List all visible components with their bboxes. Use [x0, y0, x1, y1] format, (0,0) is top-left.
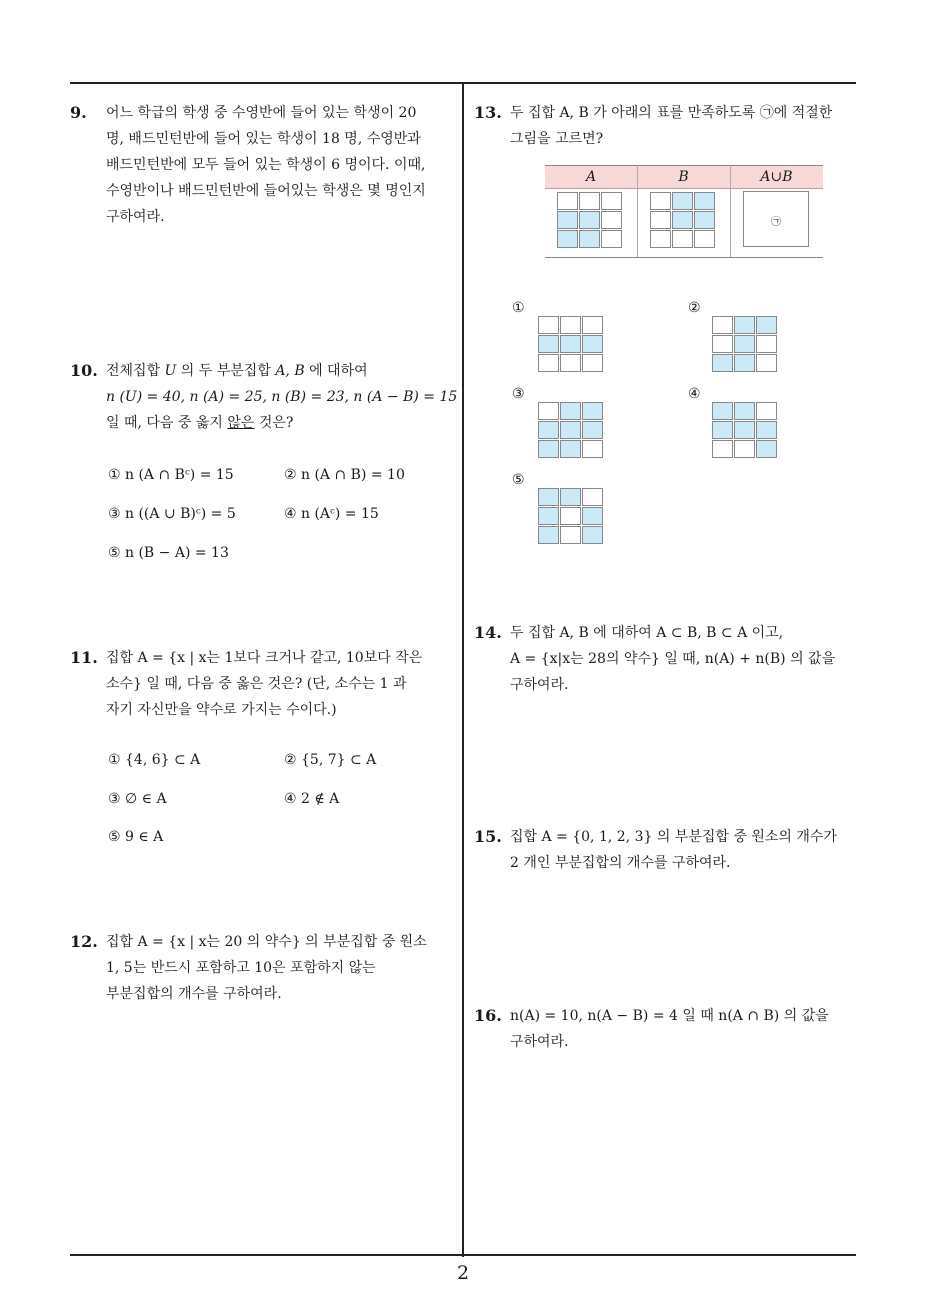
empty-cell [557, 192, 578, 210]
option-label-3[interactable]: ③ [512, 386, 525, 402]
text-line: 수영반이나 배드민턴반에 들어있는 학생은 몇 명인지 [106, 183, 426, 199]
shaded-cell [538, 488, 559, 506]
empty-cell [601, 192, 622, 210]
shaded-cell [560, 402, 581, 420]
option-grid-2[interactable] [712, 316, 778, 371]
choice-3[interactable]: ③ ∅ ∈ A [108, 791, 167, 807]
empty-cell [560, 354, 581, 372]
question-text [106, 645, 422, 723]
choice-4[interactable]: ④ 2 ∉ A [284, 791, 340, 807]
empty-cell [560, 526, 581, 544]
empty-cell [582, 354, 603, 372]
empty-cell [582, 488, 603, 506]
underlined-word: 않은 [227, 415, 255, 431]
shaded-cell [756, 440, 777, 458]
empty-cell [538, 402, 559, 420]
shaded-cell [694, 192, 715, 210]
question-number: 16. [474, 1006, 502, 1025]
shaded-cell [560, 440, 581, 458]
question-text [106, 100, 426, 230]
shaded-cell [582, 526, 603, 544]
grid-set-a [557, 192, 623, 247]
text-line: 2 개인 부분집합의 개수를 구하여라. [510, 855, 731, 871]
text-line: 1, 5는 반드시 포함하고 10은 포함하지 않는 [106, 960, 376, 976]
text-line: n(A) = 10, n(A − B) = 4 일 때 n(A ∩ B) 의 값을 [510, 1008, 829, 1024]
column-divider [462, 82, 464, 1257]
empty-cell [712, 316, 733, 334]
choice-1[interactable]: ① n (A ∩ Bᶜ) = 15 [108, 467, 234, 483]
text-line: n (U) = 40, n (A) = 25, n (B) = 23, n (A − B) = 15 [106, 389, 458, 405]
shaded-cell [538, 507, 559, 525]
option-label-5[interactable]: ⑤ [512, 472, 525, 488]
question-number: 12. [70, 932, 98, 951]
question-number: 11. [70, 648, 98, 667]
question-text [510, 620, 835, 698]
shaded-cell [560, 421, 581, 439]
text-line: 집합 A = {0, 1, 2, 3} 의 부분집합 중 원소의 개수가 [510, 829, 837, 845]
empty-cell [756, 335, 777, 353]
text-line: 부분집합의 개수를 구하여라. [106, 986, 282, 1002]
shaded-cell [756, 421, 777, 439]
shaded-cell [557, 211, 578, 229]
shaded-cell [672, 192, 693, 210]
shaded-cell [538, 526, 559, 544]
choice-5[interactable]: ⑤ 9 ∈ A [108, 829, 164, 845]
text-line: A = {x|x는 28의 약수} 일 때, n(A) + n(B) 의 값을 [510, 651, 836, 667]
question-number: 14. [474, 623, 502, 642]
option-label-2[interactable]: ② [688, 300, 701, 316]
question-text [510, 824, 837, 876]
option-label-4[interactable]: ④ [688, 386, 701, 402]
text-line: 배드민턴반에 모두 들어 있는 학생이 6 명이다. 이때, [106, 157, 426, 173]
shaded-cell [672, 211, 693, 229]
header-b: B [678, 169, 689, 185]
option-grid-4[interactable] [712, 402, 778, 457]
option-grid-5[interactable] [538, 488, 604, 543]
text-line: 두 집합 A, B 에 대하여 A ⊂ B, B ⊂ A 이고, [510, 625, 784, 641]
question-text [106, 929, 427, 1007]
empty-cell [538, 316, 559, 334]
text-line: 집합 A = {x | x는 1보다 크거나 같고, 10보다 작은 [106, 650, 423, 666]
shaded-cell [538, 421, 559, 439]
question-text [510, 100, 832, 152]
shaded-cell [734, 421, 755, 439]
choice-5[interactable]: ⑤ n (B − A) = 13 [108, 545, 229, 561]
question-number: 10. [70, 361, 98, 380]
text-line: 구하여라. [106, 209, 165, 225]
text-line: 그림을 고르면? [510, 131, 604, 147]
shaded-cell [560, 488, 581, 506]
shaded-cell [538, 335, 559, 353]
empty-cell [694, 230, 715, 248]
choice-4[interactable]: ④ n (Aᶜ) = 15 [284, 506, 379, 522]
shaded-cell [579, 230, 600, 248]
text-line: 전체집합 U 의 두 부분집합 A, B 에 대하여 [106, 363, 368, 379]
shaded-cell [712, 421, 733, 439]
text-line: 자기 자신만을 약수로 가지는 수이다.) [106, 702, 337, 718]
question-number: 13. [474, 103, 502, 122]
empty-cell [582, 440, 603, 458]
empty-cell [538, 354, 559, 372]
bottom-rule [70, 1254, 856, 1256]
text-line: 집합 A = {x | x는 20 의 약수} 의 부분집합 중 원소 [106, 934, 427, 950]
choice-2[interactable]: ② {5, 7} ⊂ A [284, 752, 377, 768]
shaded-cell [579, 211, 600, 229]
empty-cell [560, 316, 581, 334]
shaded-cell [734, 402, 755, 420]
option-label-1[interactable]: ① [512, 300, 525, 316]
shaded-cell [712, 354, 733, 372]
empty-cell [756, 402, 777, 420]
empty-cell [712, 440, 733, 458]
empty-cell [601, 230, 622, 248]
text-line: 구하여라. [510, 1034, 569, 1050]
shaded-cell [557, 230, 578, 248]
shaded-cell [582, 507, 603, 525]
question-text [510, 1003, 829, 1055]
shaded-cell [582, 421, 603, 439]
shaded-cell [734, 354, 755, 372]
table-divider [637, 165, 638, 257]
empty-cell [650, 192, 671, 210]
table-header-row [545, 165, 823, 189]
shaded-cell [712, 402, 733, 420]
grid-set-b [650, 192, 716, 247]
shaded-cell [734, 335, 755, 353]
empty-cell [650, 211, 671, 229]
text-line: 명, 배드민턴반에 들어 있는 학생이 18 명, 수영반과 [106, 131, 421, 147]
text-line: 구하여라. [510, 677, 569, 693]
question-text [106, 358, 457, 436]
shaded-cell [694, 211, 715, 229]
choice-1[interactable]: ① {4, 6} ⊂ A [108, 752, 201, 768]
empty-cell [734, 440, 755, 458]
header-a: A [585, 169, 597, 185]
shaded-cell [538, 440, 559, 458]
empty-cell [582, 316, 603, 334]
question-number: 15. [474, 827, 502, 846]
option-grid-1[interactable] [538, 316, 604, 371]
shaded-cell [756, 316, 777, 334]
blank-mark: ㉠ [771, 217, 781, 228]
text-line: 소수} 일 때, 다음 중 옳은 것은? (단, 소수는 1 과 [106, 676, 407, 692]
option-grid-3[interactable] [538, 402, 604, 457]
empty-cell [756, 354, 777, 372]
empty-cell [560, 507, 581, 525]
empty-cell [601, 211, 622, 229]
shaded-cell [734, 316, 755, 334]
text-line: 일 때, 다음 중 옳지 않은 것은? [106, 415, 294, 431]
empty-cell [579, 192, 600, 210]
choice-3[interactable]: ③ n ((A ∪ B)ᶜ) = 5 [108, 506, 236, 522]
choice-2[interactable]: ② n (A ∩ B) = 10 [284, 467, 405, 483]
question-number: 9. [70, 103, 87, 122]
text-line: 두 집합 A, B 가 아래의 표를 만족하도록 ㉠에 적절한 [510, 105, 833, 121]
header-union: A∪B [760, 169, 793, 185]
shaded-cell [560, 335, 581, 353]
table-divider [730, 165, 731, 257]
text-line: 어느 학급의 학생 중 수영반에 들어 있는 학생이 20 [106, 105, 417, 121]
page-number: 2 [456, 1262, 470, 1284]
shaded-cell [582, 335, 603, 353]
empty-cell [650, 230, 671, 248]
empty-cell [712, 335, 733, 353]
empty-cell [672, 230, 693, 248]
shaded-cell [582, 402, 603, 420]
